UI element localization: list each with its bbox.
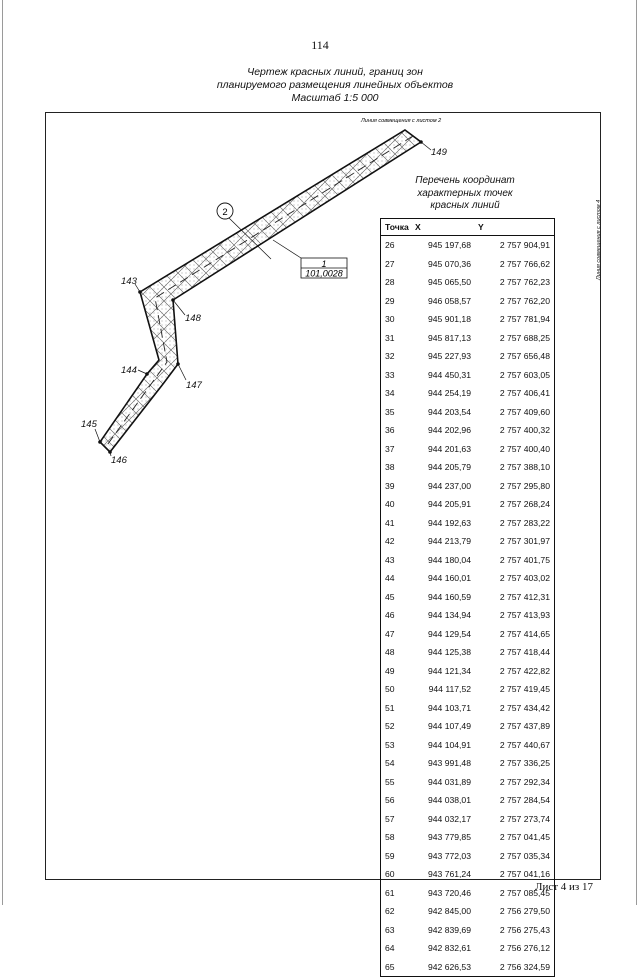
coord-y: 2 757 301,97 <box>499 536 550 547</box>
coord-y: 2 757 336,25 <box>499 758 550 769</box>
leader-144 <box>138 370 147 374</box>
point-number: 59 <box>385 850 395 861</box>
table-row <box>381 662 555 681</box>
table-row <box>381 717 555 736</box>
coord-y: 2 757 295,80 <box>499 480 550 491</box>
table-row <box>381 440 555 459</box>
coord-y: 2 757 400,32 <box>499 425 550 436</box>
coord-y: 2 757 406,41 <box>499 388 550 399</box>
header-x: X <box>411 219 474 236</box>
coord-y: 2 757 414,65 <box>499 628 550 639</box>
coord-y: 2 757 413,93 <box>499 610 550 621</box>
header-point: Точка <box>381 219 412 236</box>
table-row <box>381 532 555 551</box>
coord-x: 942 626,53 <box>427 961 471 972</box>
table-row <box>381 477 555 496</box>
coord-x: 945 070,36 <box>427 258 471 269</box>
point-number: 32 <box>385 351 395 362</box>
table-row <box>381 310 555 329</box>
planned-corridor <box>100 130 421 452</box>
table-row <box>381 884 555 903</box>
table-row <box>381 828 555 847</box>
point-number: 61 <box>385 887 395 898</box>
coord-x: 944 205,79 <box>427 462 471 473</box>
point-number: 60 <box>385 869 395 880</box>
table-row <box>381 384 555 403</box>
coord-x: 945 197,68 <box>427 240 471 251</box>
table-row <box>381 569 555 588</box>
coord-x: 942 845,00 <box>427 906 471 917</box>
point-number: 55 <box>385 776 395 787</box>
zone-number: 2 <box>222 207 228 218</box>
coord-y: 2 757 656,48 <box>499 351 550 362</box>
coord-y: 2 757 781,94 <box>499 314 550 325</box>
coord-y: 2 757 603,05 <box>499 369 550 380</box>
point-number: 63 <box>385 924 395 935</box>
table-row <box>381 865 555 884</box>
table-row <box>381 921 555 940</box>
sheet-label: Лист 4 из 17 <box>535 881 594 893</box>
coord-y: 2 756 276,12 <box>499 943 550 954</box>
table-row <box>381 421 555 440</box>
coord-x: 942 839,69 <box>427 924 471 935</box>
table-row <box>381 551 555 570</box>
point-number: 58 <box>385 832 395 843</box>
point-number: 65 <box>385 961 395 972</box>
page-edge-left <box>2 0 3 905</box>
header-y: Y <box>474 219 555 236</box>
coord-x: 944 237,00 <box>427 480 471 491</box>
coord-x: 944 125,38 <box>427 647 471 658</box>
point-number: 30 <box>385 314 395 325</box>
callout-leader <box>273 240 301 258</box>
table-row <box>381 273 555 292</box>
table-row <box>381 791 555 810</box>
point-label-143: 143 <box>121 276 137 287</box>
coord-y: 2 757 434,42 <box>499 702 550 713</box>
coord-y: 2 757 283,22 <box>499 517 550 528</box>
coord-x: 943 991,48 <box>427 758 471 769</box>
coord-x: 944 107,49 <box>427 721 471 732</box>
coord-x: 946 058,57 <box>427 295 471 306</box>
coord-y: 2 757 762,20 <box>499 295 550 306</box>
coord-x: 944 129,54 <box>427 628 471 639</box>
point-number: 45 <box>385 591 395 602</box>
coord-list-title-line-3: красных линий <box>430 200 500 211</box>
coord-y: 2 757 766,62 <box>499 258 550 269</box>
coord-y: 2 757 688,25 <box>499 332 550 343</box>
table-row <box>381 458 555 477</box>
leader-147 <box>178 364 186 380</box>
point-number: 36 <box>385 425 395 436</box>
title-line-scale: Масштаб 1:5 000 <box>291 92 379 104</box>
coord-y: 2 756 279,50 <box>499 906 550 917</box>
coord-x: 944 160,01 <box>427 573 471 584</box>
point-number: 46 <box>385 610 395 621</box>
coord-x: 945 901,18 <box>427 314 471 325</box>
coord-x: 944 121,34 <box>427 665 471 676</box>
coord-x: 944 031,89 <box>427 776 471 787</box>
point-number: 43 <box>385 554 395 565</box>
point-number: 35 <box>385 406 395 417</box>
point-number: 52 <box>385 721 395 732</box>
table-row <box>381 773 555 792</box>
table-row <box>381 514 555 533</box>
table-row <box>381 588 555 607</box>
coord-x: 944 160,59 <box>427 591 471 602</box>
point-number: 51 <box>385 702 395 713</box>
table-row <box>381 347 555 366</box>
coord-list-title-line-2: характерных точек <box>417 187 513 199</box>
point-label-147: 147 <box>186 380 202 391</box>
table-row <box>381 403 555 422</box>
title-line-1: Чертеж красных линий, границ зон <box>247 66 423 78</box>
point-label-144: 144 <box>121 365 137 376</box>
point-label-148: 148 <box>185 313 201 324</box>
coord-y: 2 757 284,54 <box>499 795 550 806</box>
corridor-hatch <box>100 130 421 452</box>
coord-x: 944 203,54 <box>427 406 471 417</box>
point-number: 29 <box>385 295 395 306</box>
coord-y: 2 756 324,59 <box>499 961 550 972</box>
coord-x: 944 134,94 <box>427 610 471 621</box>
table-header-row <box>381 219 555 236</box>
coord-y: 2 757 388,10 <box>499 462 550 473</box>
point-number: 54 <box>385 758 395 769</box>
table-row <box>381 625 555 644</box>
table-row <box>381 680 555 699</box>
coord-x: 944 254,19 <box>427 388 471 399</box>
table-row <box>381 847 555 866</box>
coord-list-title-line-1: Перечень координат <box>415 175 515 186</box>
coord-y: 2 757 268,24 <box>499 499 550 510</box>
point-number: 33 <box>385 369 395 380</box>
match-line-top-label: Линия совмещения с листом 2 <box>361 118 442 124</box>
table-row <box>381 495 555 514</box>
coord-x: 944 180,04 <box>427 554 471 565</box>
table-row <box>381 699 555 718</box>
coord-y: 2 757 085,45 <box>499 887 550 898</box>
point-number: 38 <box>385 462 395 473</box>
table-row <box>381 606 555 625</box>
leader-149 <box>421 142 431 150</box>
area-callout <box>273 240 347 279</box>
table-row <box>381 643 555 662</box>
coord-x: 944 103,71 <box>427 702 471 713</box>
coord-x: 943 772,03 <box>427 850 471 861</box>
table-row <box>381 292 555 311</box>
table-row <box>381 366 555 385</box>
coord-y: 2 757 762,23 <box>499 277 550 288</box>
point-number: 34 <box>385 388 395 399</box>
callout-value: 101,0028 <box>305 268 343 279</box>
coord-y: 2 756 275,43 <box>499 924 550 935</box>
coord-y: 2 757 437,89 <box>499 721 550 732</box>
leader-145 <box>95 429 100 442</box>
point-number: 26 <box>385 240 395 251</box>
coord-x: 945 065,50 <box>427 277 471 288</box>
coord-x: 944 117,52 <box>428 684 471 695</box>
point-number: 56 <box>385 795 395 806</box>
coord-y: 2 757 418,44 <box>499 647 550 658</box>
match-line-right-label: Линия совмещения с листом 4 <box>596 199 602 280</box>
point-number: 40 <box>385 499 395 510</box>
coord-y: 2 757 400,40 <box>499 443 550 454</box>
coord-x: 944 032,17 <box>427 813 471 824</box>
page-edge-right <box>636 0 637 905</box>
title-line-2: планируемого размещения линейных объектов <box>216 79 454 91</box>
coord-x: 943 761,24 <box>427 869 471 880</box>
coord-x: 944 192,63 <box>427 517 471 528</box>
table-row <box>381 754 555 773</box>
coord-y: 2 757 904,91 <box>499 240 550 251</box>
coord-y: 2 757 041,45 <box>499 832 550 843</box>
coord-x: 943 720,46 <box>427 887 471 898</box>
coord-x: 945 227,93 <box>427 351 471 362</box>
point-number: 48 <box>385 647 395 658</box>
coord-y: 2 757 422,82 <box>499 665 550 676</box>
coord-y: 2 757 273,74 <box>499 813 550 824</box>
page-number: 114 <box>311 38 329 52</box>
coord-y: 2 757 409,60 <box>499 406 550 417</box>
table-row <box>381 958 555 977</box>
coord-x: 944 450,31 <box>427 369 471 380</box>
leader-148 <box>173 300 185 315</box>
coord-y: 2 757 412,31 <box>499 591 550 602</box>
coord-y: 2 757 403,02 <box>499 573 550 584</box>
coord-y: 2 757 419,45 <box>499 684 550 695</box>
point-number: 64 <box>385 943 395 954</box>
point-number: 44 <box>385 573 395 584</box>
table-row <box>381 236 555 255</box>
coord-x: 944 205,91 <box>427 499 471 510</box>
coord-x: 944 202,96 <box>427 425 471 436</box>
callout-number: 1 <box>321 259 327 269</box>
coord-x: 943 779,85 <box>427 832 471 843</box>
coord-y: 2 757 401,75 <box>499 554 550 565</box>
table-row <box>381 939 555 958</box>
point-number: 27 <box>385 258 395 269</box>
coord-y: 2 757 440,67 <box>499 739 550 750</box>
coord-x: 942 832,61 <box>427 943 471 954</box>
coord-x: 944 213,79 <box>427 536 471 547</box>
point-number: 42 <box>385 536 395 547</box>
coordinates-table-body <box>381 236 555 977</box>
coordinates-table <box>380 218 555 977</box>
coord-y: 2 757 035,34 <box>499 850 550 861</box>
point-number: 62 <box>385 906 395 917</box>
point-number: 53 <box>385 739 395 750</box>
point-number: 41 <box>385 517 395 528</box>
point-number: 39 <box>385 480 395 491</box>
point-number: 57 <box>385 813 395 824</box>
coord-x: 944 104,91 <box>427 739 471 750</box>
coord-y: 2 757 041,16 <box>499 869 550 880</box>
point-label-145: 145 <box>81 419 97 430</box>
coord-y: 2 757 292,34 <box>499 776 550 787</box>
table-row <box>381 736 555 755</box>
point-number: 37 <box>385 443 395 454</box>
coord-list-title <box>380 175 550 213</box>
point-label-146: 146 <box>111 455 127 466</box>
coord-x: 944 038,01 <box>427 795 471 806</box>
point-label-149: 149 <box>431 147 447 158</box>
coord-x: 944 201,63 <box>427 443 471 454</box>
table-row <box>381 329 555 348</box>
point-number: 50 <box>385 684 395 695</box>
point-number: 31 <box>385 332 395 343</box>
table-row <box>381 255 555 274</box>
point-number: 49 <box>385 665 395 676</box>
coord-x: 945 817,13 <box>427 332 471 343</box>
point-number: 47 <box>385 628 395 639</box>
drawing-title <box>150 66 520 105</box>
table-row <box>381 810 555 829</box>
point-number: 28 <box>385 277 395 288</box>
